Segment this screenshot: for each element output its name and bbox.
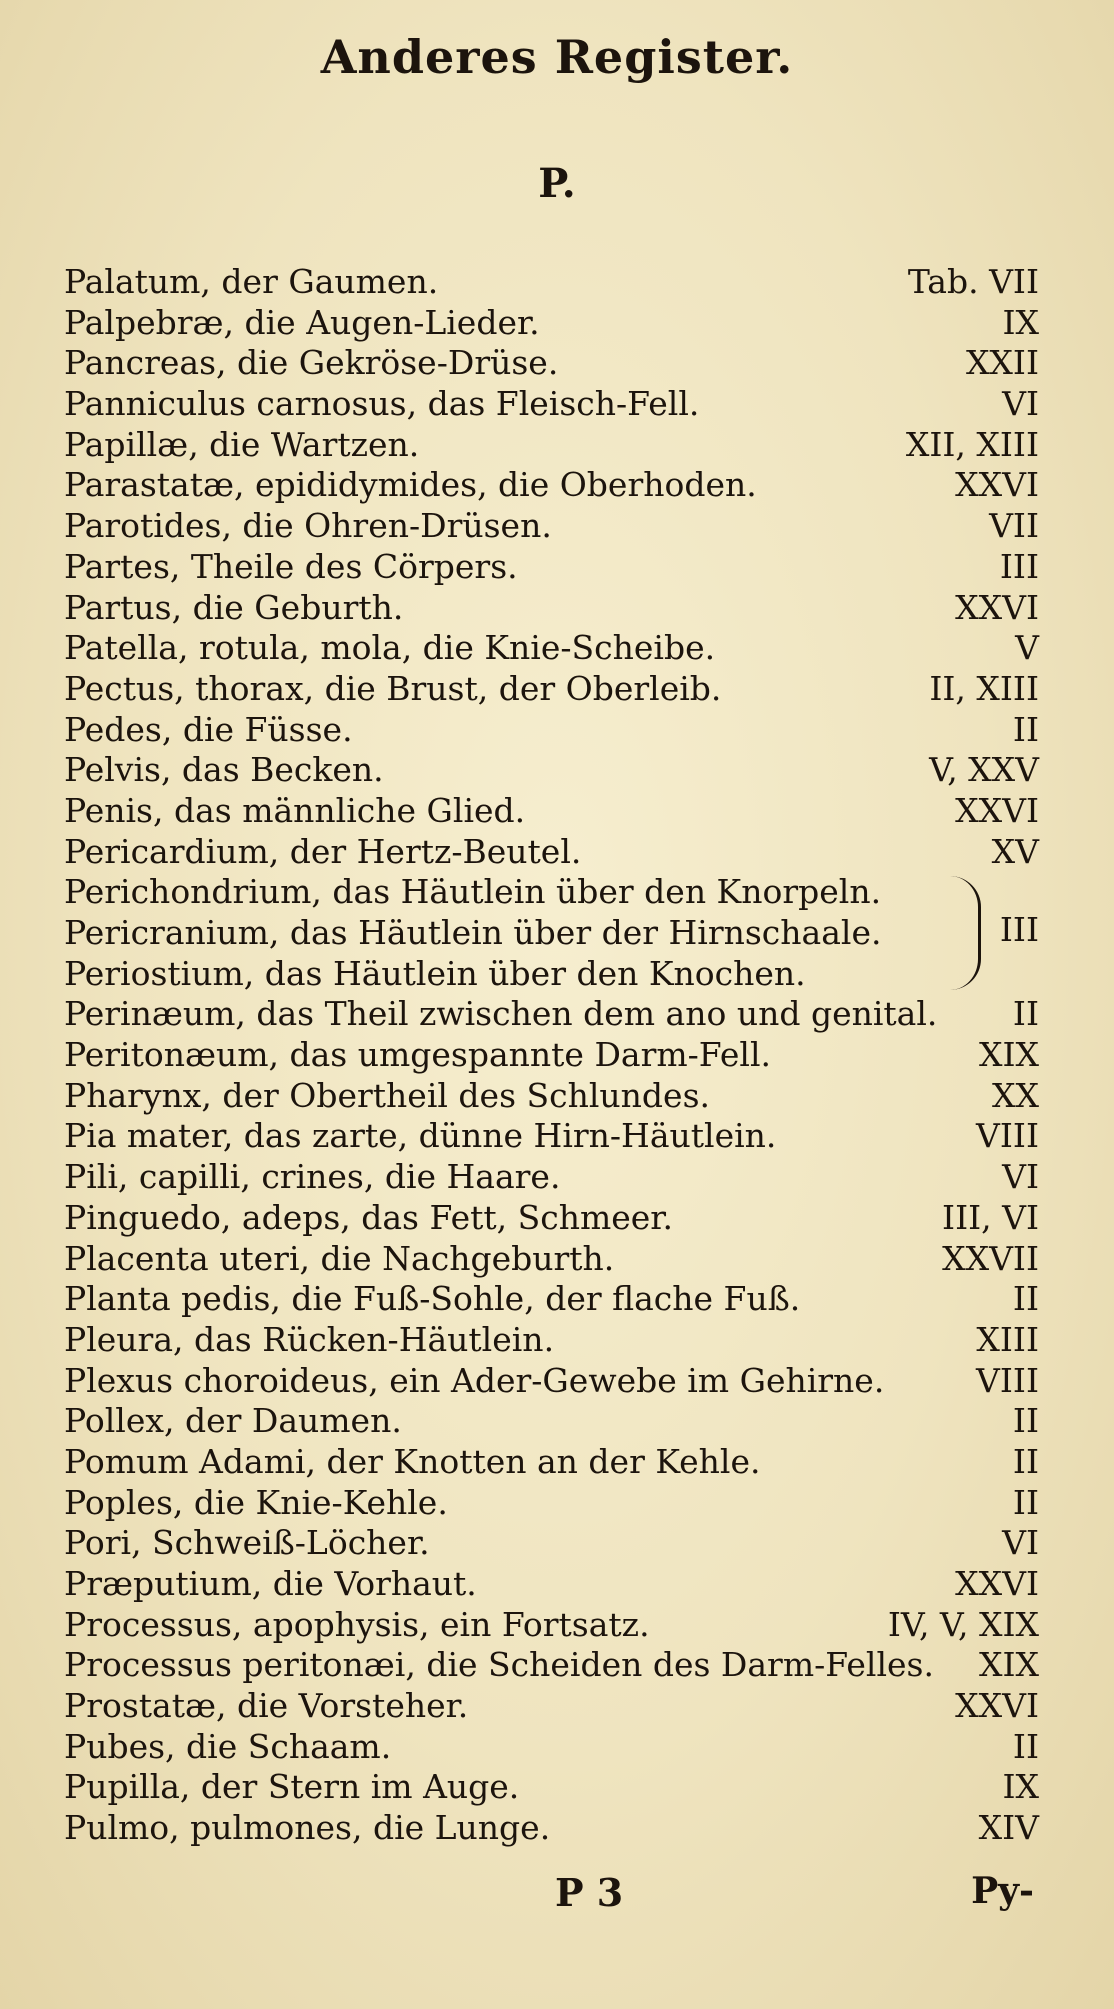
index-entry xyxy=(64,1279,1039,1320)
index-entry xyxy=(64,1686,1039,1727)
entry-term: Processus peritonæi, die Scheiden des Darm-Felles. xyxy=(64,1645,934,1685)
entry-term: Parotides, die Ohren-Drüsen. xyxy=(64,506,552,546)
entry-term: Præputium, die Vorhaut. xyxy=(64,1564,477,1603)
index-entry xyxy=(64,425,1039,466)
entry-term: Palatum, der Gaumen. xyxy=(64,262,439,301)
entry-term: Peritonæum, das umgespannte Darm-Fell. xyxy=(64,1035,772,1075)
entry-term: Prostatæ, die Vorsteher. xyxy=(64,1686,469,1726)
index-entry xyxy=(64,1483,1039,1524)
index-entry xyxy=(64,1035,1039,1076)
entry-reference: XIII xyxy=(976,1319,1039,1359)
entry-term: Perinæum, das Theil zwischen dem ano und genital. xyxy=(64,994,938,1034)
entry-term: Pubes, die Schaam. xyxy=(64,1726,392,1766)
entry-term: Patella, rotula, mola, die Knie-Scheibe. xyxy=(64,628,716,668)
entry-term: Partes, Theile des Cörpers. xyxy=(64,546,518,586)
index-entry xyxy=(64,465,1039,506)
entry-reference: XIX xyxy=(978,1035,1039,1075)
entry-reference: IX xyxy=(1002,302,1039,342)
entry-term: Partus, die Geburth. xyxy=(64,587,404,627)
index-entry xyxy=(64,1076,1039,1117)
index-entry xyxy=(64,588,1039,629)
entry-reference: III xyxy=(999,546,1039,586)
entry-term: Papillæ, die Wartzen. xyxy=(64,424,420,464)
page-title: Anderes Register. xyxy=(320,30,794,84)
entry-reference: II xyxy=(1012,1401,1039,1441)
index-entry xyxy=(64,750,1039,791)
entry-reference: II, XIII xyxy=(929,668,1039,708)
entry-term: Pelvis, das Becken. xyxy=(64,750,384,790)
entry-term: Pili, capilli, crines, die Haare. xyxy=(64,1157,561,1197)
entry-reference: II xyxy=(1012,1482,1039,1522)
entry-list xyxy=(64,262,1039,872)
index-entry xyxy=(64,547,1039,588)
entry-list xyxy=(64,994,1039,1848)
entry-reference: XX xyxy=(992,1075,1039,1115)
index-entry xyxy=(64,1808,1039,1849)
entry-reference: II xyxy=(1012,1441,1039,1481)
index-entry xyxy=(64,791,1039,832)
index-entry xyxy=(64,669,1039,710)
entry-reference: IV, V, XIX xyxy=(887,1604,1039,1644)
entry-term: Pupilla, der Stern im Auge. xyxy=(64,1767,520,1807)
signature-mark: P 3 xyxy=(555,1870,624,1915)
entry-term: Pericranium, das Häutlein über der Hirnschaale. xyxy=(64,913,882,952)
entry-reference: V xyxy=(1015,628,1039,668)
index-entry xyxy=(64,384,1039,425)
entry-reference: VII xyxy=(989,506,1039,546)
entry-term: Planta pedis, die Fuß-Sohle, der flache Fuß. xyxy=(64,1279,801,1319)
entry-reference: VIII xyxy=(976,1360,1039,1400)
index-entry xyxy=(64,506,1039,547)
entry-reference: II xyxy=(1012,1726,1039,1766)
index-entry xyxy=(64,343,1039,384)
curly-bracket xyxy=(950,876,981,990)
entry-term: Pectus, thorax, die Brust, der Oberleib. xyxy=(64,668,722,708)
index-entry xyxy=(64,1523,1039,1564)
index-entry xyxy=(64,1767,1039,1808)
index-entry xyxy=(64,1442,1039,1483)
index-entry xyxy=(64,628,1039,669)
entry-reference: XII, XIII xyxy=(905,424,1039,464)
entry-reference: XV xyxy=(991,831,1039,871)
entry-reference: XIX xyxy=(978,1645,1039,1685)
entry-term: Penis, das männliche Glied. xyxy=(64,790,526,830)
entry-reference: II xyxy=(1012,1279,1039,1319)
entry-reference: VI xyxy=(1002,384,1039,424)
entry-reference: V, XXV xyxy=(929,750,1039,790)
entry-reference: XXVI xyxy=(955,465,1039,505)
index-entry xyxy=(64,832,1039,873)
catchword: Py- xyxy=(971,1870,1034,1912)
index-entry xyxy=(64,1116,1039,1157)
index-entry xyxy=(64,1320,1039,1361)
entry-term: Pleura, das Rücken-Häutlein. xyxy=(64,1319,555,1359)
index-entry xyxy=(64,1645,1039,1686)
entry-term: Perichondrium, das Häutlein über den Knorpeln. xyxy=(64,872,882,912)
entry-reference: XXVII xyxy=(942,1238,1039,1278)
entry-term: Pia mater, das zarte, dünne Hirn-Häutlein. xyxy=(64,1116,777,1156)
entry-term: Pedes, die Füsse. xyxy=(64,709,353,749)
index-entry xyxy=(64,1361,1039,1402)
entry-reference: XXVI xyxy=(955,1686,1039,1726)
index-entry xyxy=(64,954,1039,995)
entry-reference: XXVI xyxy=(955,1564,1039,1603)
entry-reference: XIV xyxy=(978,1808,1039,1848)
entry-reference: II xyxy=(1012,709,1039,749)
entry-reference: II xyxy=(1012,994,1039,1034)
entry-term: Pulmo, pulmones, die Lunge. xyxy=(64,1808,551,1848)
entry-term: Pomum Adami, der Knotten an der Kehle. xyxy=(64,1441,761,1481)
entry-term: Pericardium, der Hertz-Beutel. xyxy=(64,831,582,871)
group-reference: III xyxy=(999,910,1039,950)
entry-reference: III, VI xyxy=(942,1197,1039,1237)
entry-term: Pharynx, der Obertheil des Schlundes. xyxy=(64,1075,710,1115)
entry-term: Pori, Schweiß-Löcher. xyxy=(64,1523,430,1563)
index-entry xyxy=(64,994,1039,1035)
entry-term: Pancreas, die Gekröse-Drüse. xyxy=(64,343,559,383)
index-entry xyxy=(64,1157,1039,1198)
index-entry xyxy=(64,1239,1039,1280)
index-entry xyxy=(64,1564,1039,1605)
entry-term: Processus, apophysis, ein Fortsatz. xyxy=(64,1604,650,1644)
page-footer xyxy=(0,1870,1114,1920)
entry-reference: XXII xyxy=(965,343,1039,383)
entry-term: Pollex, der Daumen. xyxy=(64,1401,402,1441)
entry-term: Plexus choroideus, ein Ader-Gewebe im Gehirne. xyxy=(64,1360,885,1400)
entry-term: Placenta uteri, die Nachgeburth. xyxy=(64,1238,615,1278)
entry-reference: IX xyxy=(1002,1767,1039,1807)
entry-reference: Tab. VII xyxy=(907,262,1039,301)
index-entry xyxy=(64,872,1039,913)
index-entry xyxy=(64,262,1039,303)
entry-reference: VIII xyxy=(976,1116,1039,1156)
entry-term: Periostium, das Häutlein über den Knochen. xyxy=(64,953,806,993)
index-entry xyxy=(64,1198,1039,1239)
index-entry xyxy=(64,710,1039,751)
index-entry xyxy=(64,303,1039,344)
entry-term: Pinguedo, adeps, das Fett, Schmeer. xyxy=(64,1197,673,1237)
index-entry xyxy=(64,913,1039,954)
entry-term: Parastatæ, epididymides, die Oberhoden. xyxy=(64,465,757,505)
index-entry xyxy=(64,1605,1039,1646)
index-entry xyxy=(64,1727,1039,1768)
entry-reference: XXVI xyxy=(955,790,1039,830)
entry-term: Panniculus carnosus, das Fleisch-Fell. xyxy=(64,384,700,424)
entry-term: Poples, die Knie-Kehle. xyxy=(64,1482,448,1522)
grouped-entries xyxy=(64,872,1039,994)
entry-reference: VI xyxy=(1002,1523,1039,1563)
index-entry xyxy=(64,1401,1039,1442)
entry-term: Palpebræ, die Augen-Lieder. xyxy=(64,302,540,342)
index-entries xyxy=(64,262,1039,1849)
entry-reference: XXVI xyxy=(955,587,1039,627)
entry-reference: VI xyxy=(1002,1157,1039,1197)
section-letter: P. xyxy=(538,160,576,207)
